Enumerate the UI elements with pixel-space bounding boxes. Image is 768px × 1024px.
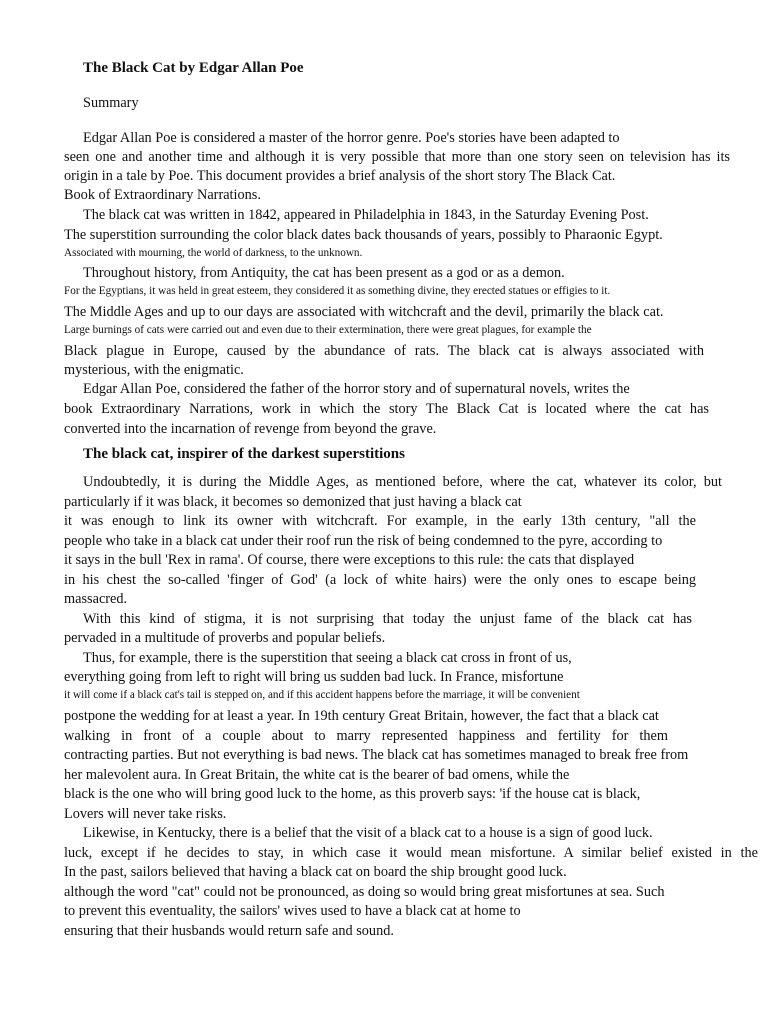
- text-line: walking in front of a couple about to marry represented happiness and fertility for them: [64, 728, 668, 744]
- text-line: black is the one who will bring good luck to the home, as this proverb says: 'if the house cat is black,: [64, 786, 641, 802]
- text-line: her malevolent aura. In Great Britain, the white cat is the bearer of bad omens, while the: [64, 767, 570, 783]
- text-line: contracting parties. But not everything is bad news. The black cat has sometimes managed to break free from: [64, 747, 689, 763]
- text-line: seen one and another time and although it is very possible that more than one story seen on television has its: [64, 149, 730, 165]
- text-line: Book of Extraordinary Narrations.: [64, 187, 261, 203]
- text-line: ensuring that their husbands would return safe and sound.: [64, 923, 394, 939]
- text-line: although the word "cat" could not be pronounced, as doing so would bring great misfortunes at sea. Such: [64, 884, 665, 900]
- text-line: book Extraordinary Narrations, work in which the story The Black Cat is located where the cat has: [64, 401, 709, 417]
- text-line: in his chest the so-called 'finger of God' (a lock of white hairs) were the only ones to escape being: [64, 572, 696, 588]
- text-line: origin in a tale by Poe. This document provides a brief analysis of the short story The Black Cat.: [64, 168, 616, 184]
- text-line: Large burnings of cats were carried out and even due to their extermination, there were great plagues, for example the: [64, 324, 592, 336]
- text-line: luck, except if he decides to stay, in which case it would mean misfortune. A similar belief existed in the: [64, 845, 758, 861]
- document-title: The Black Cat by Edgar Allan Poe: [83, 60, 304, 76]
- text-line: Throughout history, from Antiquity, the cat has been present as a god or as a demon.: [83, 265, 565, 281]
- text-line: it will come if a black cat's tail is stepped on, and if this accident happens before the marriage, it will be convenient: [64, 689, 580, 701]
- text-line: Likewise, in Kentucky, there is a belief that the visit of a black cat to a house is a sign of good luck.: [83, 825, 653, 841]
- text-line: With this kind of stigma, it is not surprising that today the unjust fame of the black cat has: [83, 611, 692, 627]
- text-line: The black cat was written in 1842, appeared in Philadelphia in 1843, in the Saturday Evening Post.: [83, 207, 649, 223]
- text-line: pervaded in a multitude of proverbs and popular beliefs.: [64, 630, 386, 646]
- text-line: to prevent this eventuality, the sailors' wives used to have a black cat at home to: [64, 903, 521, 919]
- text-line: it was enough to link its owner with witchcraft. For example, in the early 13th century, "all the: [64, 513, 696, 529]
- text-line: particularly if it was black, it becomes so demonized that just having a black cat: [64, 494, 522, 510]
- text-line: mysterious, with the enigmatic.: [64, 362, 244, 378]
- text-line: Black plague in Europe, caused by the abundance of rats. The black cat is always associated with: [64, 343, 704, 359]
- text-line: In the past, sailors believed that having a black cat on board the ship brought good luck.: [64, 864, 567, 880]
- text-line: Thus, for example, there is the superstition that seeing a black cat cross in front of us,: [83, 650, 572, 666]
- text-line: Edgar Allan Poe, considered the father of the horror story and of supernatural novels, writes the: [83, 381, 630, 397]
- text-line: Associated with mourning, the world of darkness, to the unknown.: [64, 247, 363, 259]
- text-line: The superstition surrounding the color black dates back thousands of years, possibly to Pharaonic Egypt.: [64, 227, 663, 243]
- text-line: everything going from left to right will bring us sudden bad luck. In France, misfortune: [64, 669, 564, 685]
- text-line: The Middle Ages and up to our days are associated with witchcraft and the devil, primarily the black cat.: [64, 304, 664, 320]
- text-line: people who take in a black cat under their roof run the risk of being condemned to the pyre, according to: [64, 533, 663, 549]
- text-line: Lovers will never take risks.: [64, 806, 227, 822]
- summary-label: Summary: [83, 95, 139, 111]
- section-heading: The black cat, inspirer of the darkest superstitions: [83, 446, 405, 462]
- text-line: postpone the wedding for at least a year. In 19th century Great Britain, however, the fact that a black cat: [64, 708, 659, 724]
- text-line: Undoubtedly, it is during the Middle Ages, as mentioned before, where the cat, whatever its color, but: [83, 474, 722, 490]
- text-line: converted into the incarnation of revenge from beyond the grave.: [64, 421, 437, 437]
- text-line: it says in the bull 'Rex in rama'. Of course, there were exceptions to this rule: the cats that displayed: [64, 552, 635, 568]
- text-line: Edgar Allan Poe is considered a master of the horror genre. Poe's stories have been adapted to: [83, 130, 620, 146]
- text-line: massacred.: [64, 591, 128, 607]
- text-line: For the Egyptians, it was held in great esteem, they considered it as something divine, they erected statues or effigies to it.: [64, 285, 611, 297]
